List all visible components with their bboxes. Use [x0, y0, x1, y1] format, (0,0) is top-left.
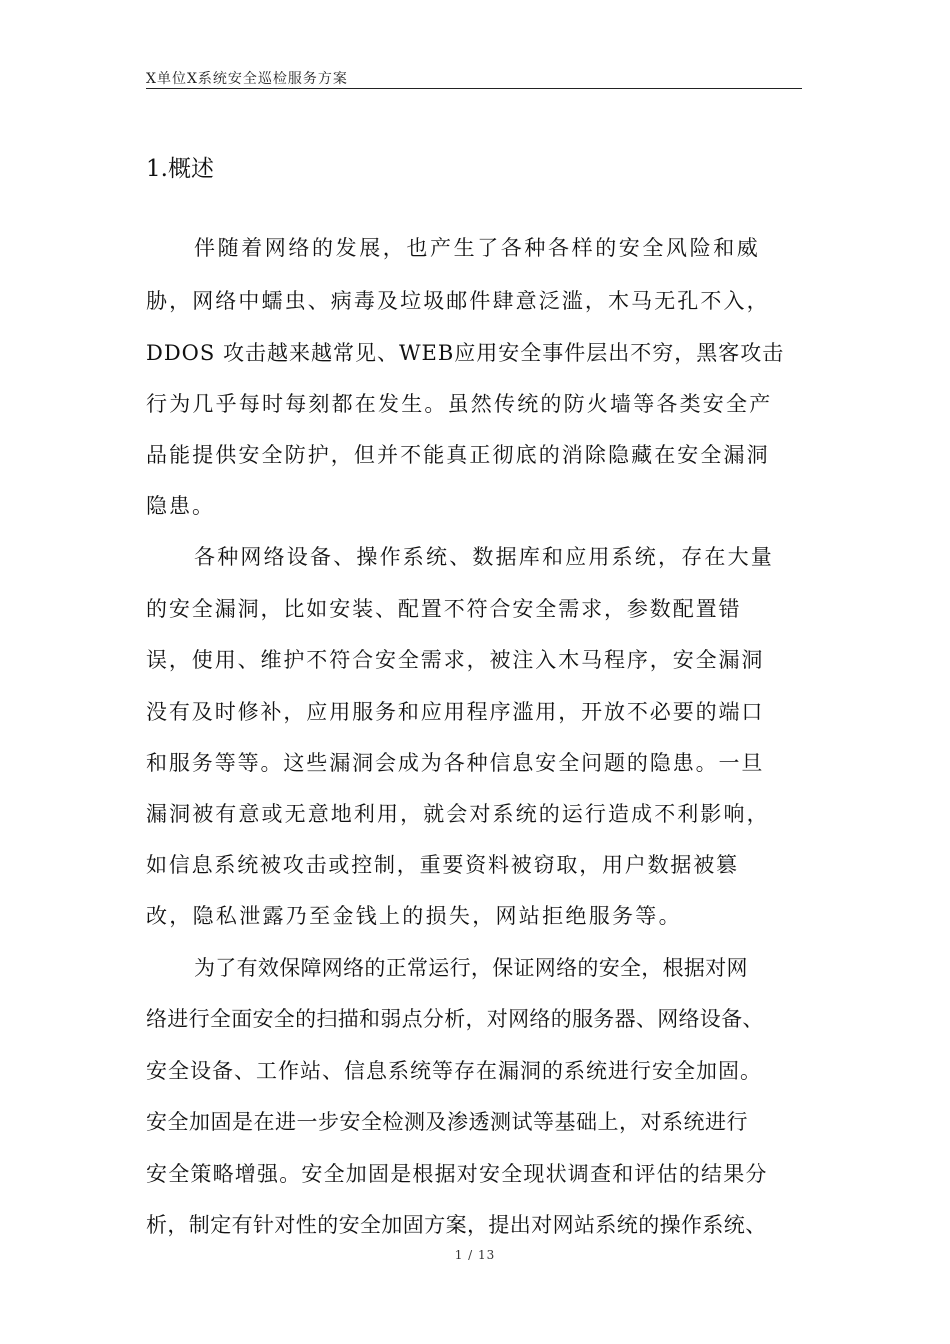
- running-header: [146, 66, 802, 89]
- body-line: 漏洞被有意或无意地利用，就会对系统的运行造成不利影响，: [146, 802, 770, 826]
- body-line: 安全策略增强。安全加固是根据对安全现状调查和评估的结果分: [146, 1162, 768, 1186]
- header-title: X单位X系统安全巡检服务方案: [146, 71, 348, 87]
- body-line: 如信息系统被攻击或控制，重要资料被窃取，用户数据被篡: [146, 853, 739, 877]
- section-title: 1.概述: [146, 156, 214, 182]
- body-line: 析，制定有针对性的安全加固方案，提出对网站系统的操作系统、: [146, 1213, 767, 1237]
- body-line: 品能提供安全防护，但并不能真正彻底的消除隐藏在安全漏洞: [146, 443, 770, 467]
- body-line: 为了有效保障网络的正常运行，保证网络的安全，根据对网: [194, 956, 748, 980]
- body-line: 和服务等等。这些漏洞会成为各种信息安全问题的隐患。一旦: [146, 751, 765, 775]
- body-line: 伴随着网络的发展，也产生了各种各样的安全风险和威: [194, 236, 761, 260]
- body-line: 络进行全面安全的扫描和弱点分析，对网络的服务器、网络设备、: [146, 1007, 764, 1031]
- body-line: 各种网络设备、操作系统、数据库和应用系统，存在大量: [194, 545, 774, 569]
- body-line: 改，隐私泄露乃至金钱上的损失，网站拒绝服务等。: [146, 904, 682, 928]
- body-line: 行为几乎每时每刻都在发生。虽然传统的防火墙等各类安全产: [146, 392, 773, 416]
- body-line: 误，使用、维护不符合安全需求，被注入木马程序，安全漏洞: [146, 648, 765, 672]
- body-line: DDOS 攻击越来越常见、WEB应用安全事件层出不穷，黑客攻击: [146, 341, 785, 365]
- body-line: 安全加固是在进一步安全检测及渗透测试等基础上，对系统进行: [146, 1110, 748, 1134]
- body-line: 隐患。: [146, 494, 215, 518]
- page-number: 1 / 13: [454, 1248, 496, 1262]
- body-line: 的安全漏洞，比如安装、配置不符合安全需求，参数配置错: [146, 597, 742, 621]
- body-line: 安全设备、工作站、信息系统等存在漏洞的系统进行安全加固。: [146, 1059, 762, 1083]
- body-line: 没有及时修补，应用服务和应用程序滥用，开放不必要的端口: [146, 700, 765, 724]
- body-line: 胁，网络中蠕虫、病毒及垃圾邮件肆意泛滥，木马无孔不入，: [146, 289, 770, 313]
